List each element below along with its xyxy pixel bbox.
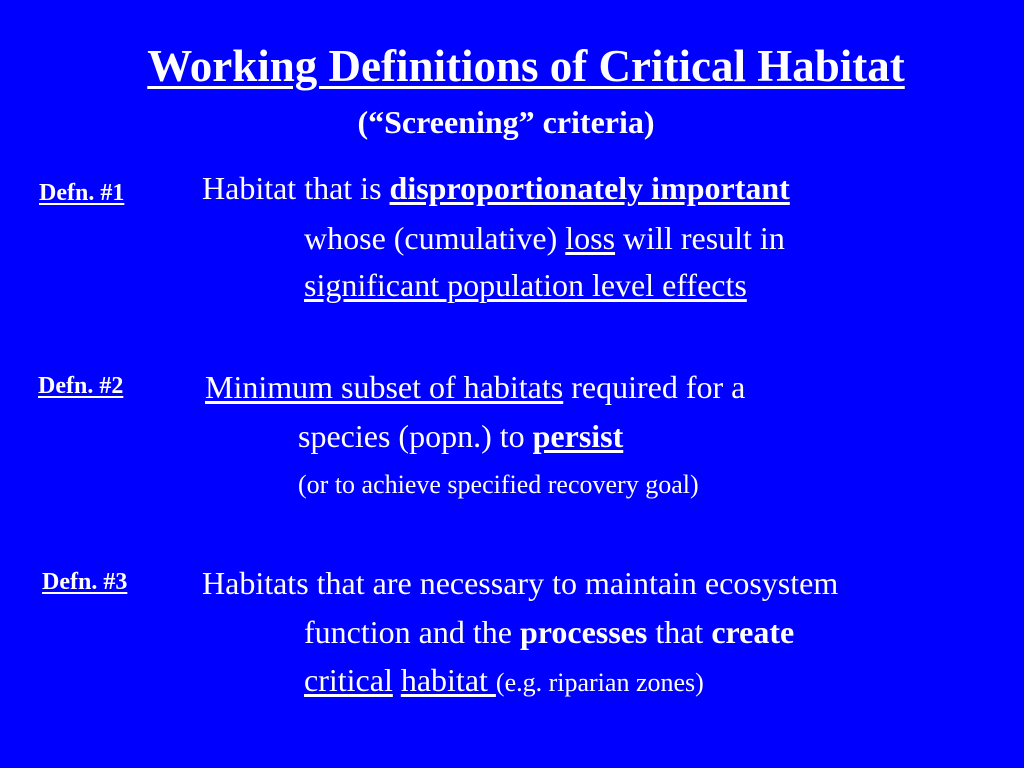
defn-1-key-phrase: disproportionately important	[389, 170, 790, 206]
defn-1-text-after: will result in	[615, 220, 785, 256]
defn-1-loss: loss	[565, 220, 616, 256]
defn-2-line-1	[205, 369, 745, 406]
slide-title: Working Definitions of Critical Habitat	[147, 41, 905, 91]
defn-1-label: Defn. #1	[39, 180, 125, 206]
defn-3-habitat: habitat	[400, 662, 496, 698]
defn-3-text-middle: that	[647, 614, 712, 650]
defn-1-effects: significant population level effects	[304, 267, 747, 303]
defn-1-line-3	[304, 267, 747, 304]
defn-1-line-2	[304, 220, 785, 257]
defn-2-text-after: required for a	[563, 369, 746, 405]
defn-2-note: (or to achieve specified recovery goal)	[298, 470, 699, 499]
defn-3-line-1	[202, 565, 838, 602]
defn-1-text-before: whose (cumulative)	[304, 220, 566, 256]
defn-3-critical: critical	[304, 662, 393, 698]
defn-1-text: Habitat that is	[202, 170, 390, 206]
defn-2-text: species (popn.) to	[298, 418, 533, 454]
defn-2-line-2	[298, 418, 623, 455]
defn-2-label: Defn. #2	[38, 373, 124, 399]
defn-3-text: Habitats that are necessary to maintain ecosystem	[202, 565, 839, 601]
defn-2-persist: persist	[532, 418, 624, 454]
defn-3-line-2	[304, 614, 794, 651]
slide-subtitle: (“Screening” criteria)	[357, 104, 655, 140]
defn-3-line-3	[304, 662, 704, 699]
defn-2-key-phrase: Minimum subset of habitats	[205, 369, 564, 405]
defn-3-label: Defn. #3	[42, 569, 128, 595]
defn-3-spacer	[393, 662, 401, 698]
defn-3-text-before: function and the	[304, 614, 520, 650]
defn-3-create: create	[711, 614, 795, 650]
defn-3-processes: processes	[519, 614, 648, 650]
defn-3-example-note: (e.g. riparian zones)	[495, 668, 704, 697]
defn-1-line-1	[202, 170, 790, 207]
